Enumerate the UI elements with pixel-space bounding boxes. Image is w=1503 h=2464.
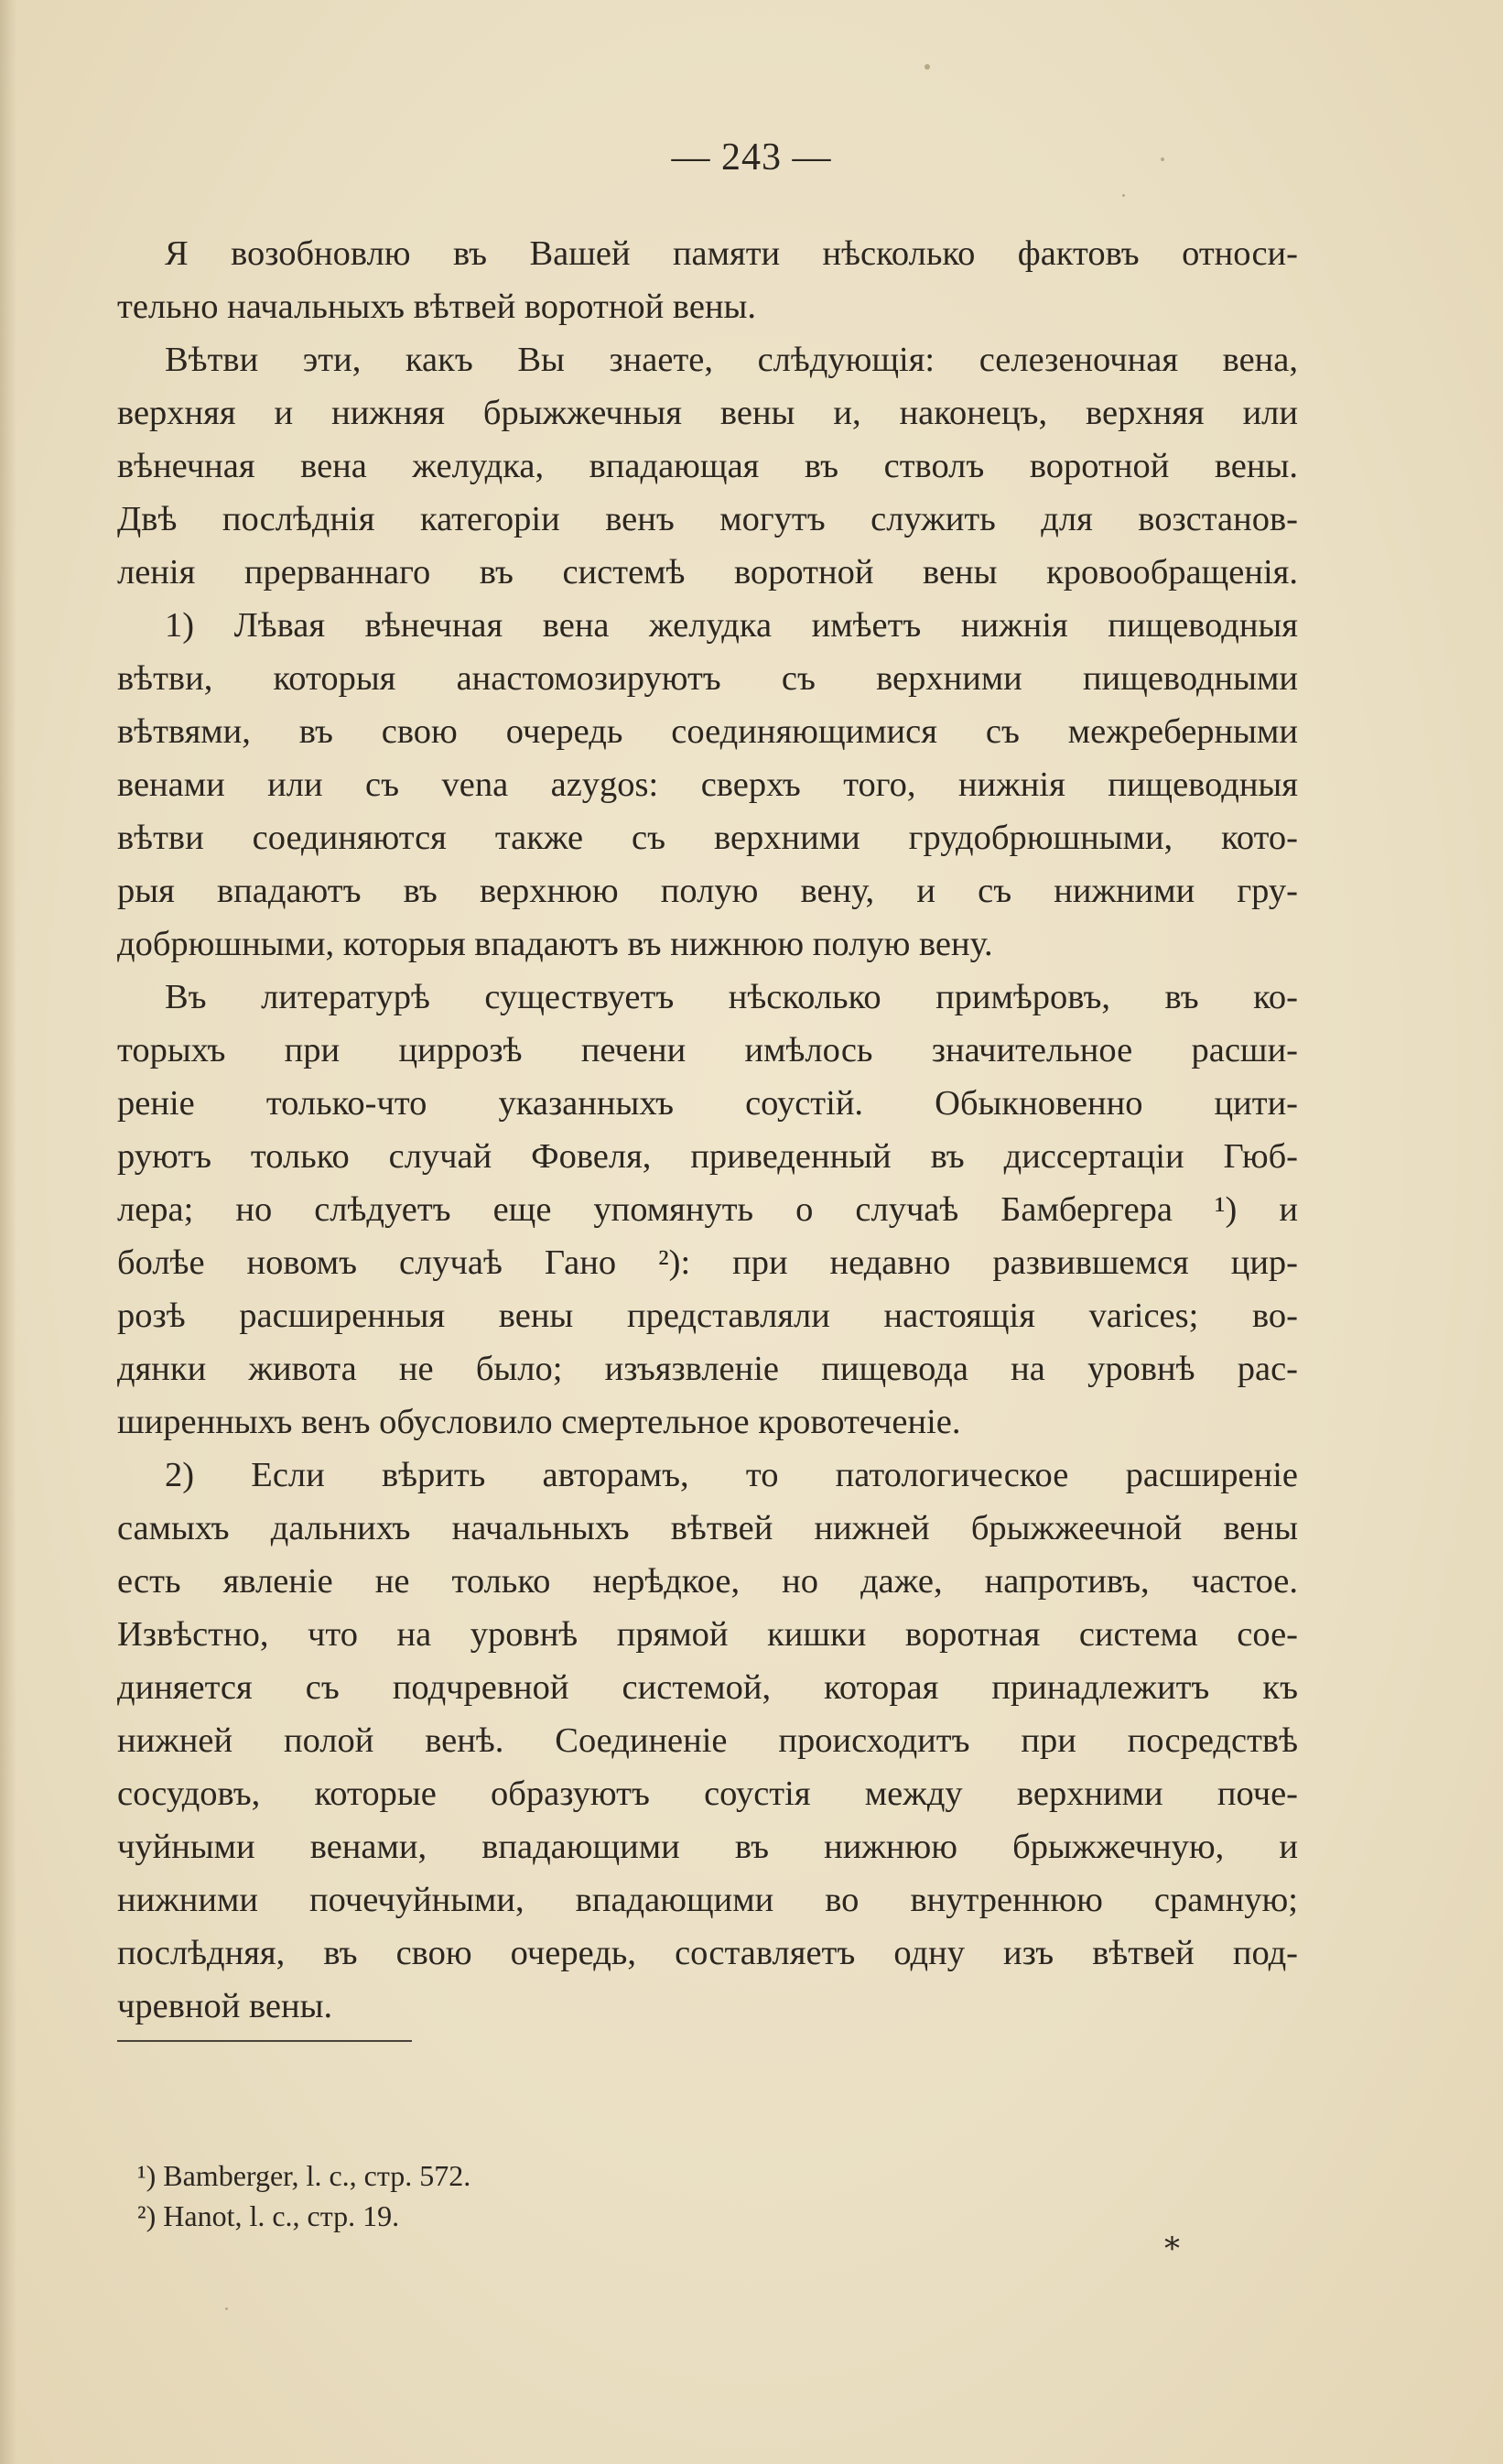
text-line: болѣе новомъ случаѣ Гано ²): при недавно развившемся цир- [117, 1243, 1298, 1282]
footnote-divider [117, 2040, 412, 2042]
text-line: нижними почечуйными, впадающими во внутреннюю срамную; [117, 1881, 1298, 1919]
paper-speck [1122, 194, 1125, 197]
text-line: Я возобновлю въ Вашей памяти нѣсколько фактовъ относи- [165, 234, 1298, 273]
paper-speck [1161, 157, 1164, 161]
text-line: Въ литературѣ существуетъ нѣсколько примѣровъ, въ ко- [165, 978, 1298, 1016]
text-line: торыхъ при циррозѣ печени имѣлось значительное расши- [117, 1031, 1298, 1069]
text-line: ширенныхъ венъ обусловило смертельное кровотеченіе. [117, 1403, 961, 1441]
text-line: рыя впадаютъ въ верхнюю полую вену, и съ нижними гру- [117, 872, 1298, 910]
footnote-mark: ²) [137, 2199, 157, 2232]
footnote-2 [137, 2196, 470, 2236]
text-line: розѣ расширенныя вены представляли настоящія varices; во- [117, 1297, 1298, 1335]
text-line: дянки живота не было; изъязвленіе пищевода на уровнѣ рас- [117, 1350, 1298, 1388]
footnote-1 [137, 2155, 470, 2196]
text-line: тельно начальныхъ вѣтвей воротной вены. [117, 288, 757, 326]
text-line: руютъ только случай Фовеля, приведенный въ диссертаціи Гюб- [117, 1137, 1298, 1176]
text-line: верхняя и нижняя брыжжечныя вены и, наконецъ, верхняя или [117, 394, 1298, 432]
text-line: вѣтвями, въ свою очередь соединяющимися съ межреберными [117, 712, 1298, 751]
body-text [117, 227, 1298, 2033]
footnote-text: Bamberger, l. c., стр. 572. [163, 2159, 471, 2192]
paper-speck [925, 64, 930, 70]
text-line: нижней полой венѣ. Соединеніе происходитъ при посредствѣ [117, 1721, 1298, 1760]
text-line: самыхъ дальнихъ начальныхъ вѣтвей нижней брыжжеечной вены [117, 1509, 1298, 1547]
text-line: есть явленіе не только нерѣдкое, но даже, напротивъ, частое. [117, 1562, 1298, 1601]
signature-mark: * [1164, 2231, 1180, 2267]
text-line: добрюшными, которыя впадаютъ въ нижнюю полую вену. [117, 925, 993, 963]
text-line: вѣтви, которыя анастомозируютъ съ верхними пищеводными [117, 659, 1298, 698]
text-line: послѣдняя, въ свою очередь, составляетъ одну изъ вѣтвей под- [117, 1934, 1298, 1972]
text-line: Вѣтви эти, какъ Вы знаете, слѣдующія: селезеночная вена, [165, 341, 1298, 379]
binding-shadow [0, 0, 16, 2464]
page-number: — 243 — [671, 136, 832, 179]
text-line: Извѣстно, что на уровнѣ прямой кишки воротная система сое- [117, 1615, 1298, 1654]
footnote-mark: ¹) [137, 2159, 157, 2192]
text-line: венами или съ vena azygos: сверхъ того, нижнія пищеводныя [117, 765, 1298, 804]
footnotes [137, 2155, 470, 2236]
text-line: Двѣ послѣднія категоріи венъ могутъ служить для возстанов- [117, 500, 1298, 538]
text-line: реніе только-что указанныхъ соустій. Обыкновенно цити- [117, 1084, 1298, 1123]
text-line: чревной вены. [117, 1987, 333, 2025]
paper-speck [225, 2307, 228, 2310]
text-line: 1) Лѣвая вѣнечная вена желудка имѣетъ нижнія пищеводныя [165, 606, 1298, 645]
text-line: лера; но слѣдуетъ еще упомянуть о случаѣ Бамбергера ¹) и [117, 1190, 1298, 1229]
text-line: вѣтви соединяются также съ верхними грудобрюшными, кото- [117, 819, 1298, 857]
text-line: чуйными венами, впадающими въ нижнюю брыжжечную, и [117, 1828, 1298, 1866]
text-line: вѣнечная вена желудка, впадающая въ стволъ воротной вены. [117, 447, 1298, 485]
text-line: 2) Если вѣрить авторамъ, то патологическое расширеніе [165, 1456, 1298, 1494]
text-line: ленія прерваннаго въ системѣ воротной вены кровообращенія. [117, 553, 1298, 592]
text-line: сосудовъ, которые образуютъ соустія между верхними поче- [117, 1775, 1298, 1813]
footnote-text: Hanot, l. c., стр. 19. [163, 2199, 400, 2232]
text-line: диняется съ подчревной системой, которая принадлежитъ къ [117, 1668, 1298, 1707]
